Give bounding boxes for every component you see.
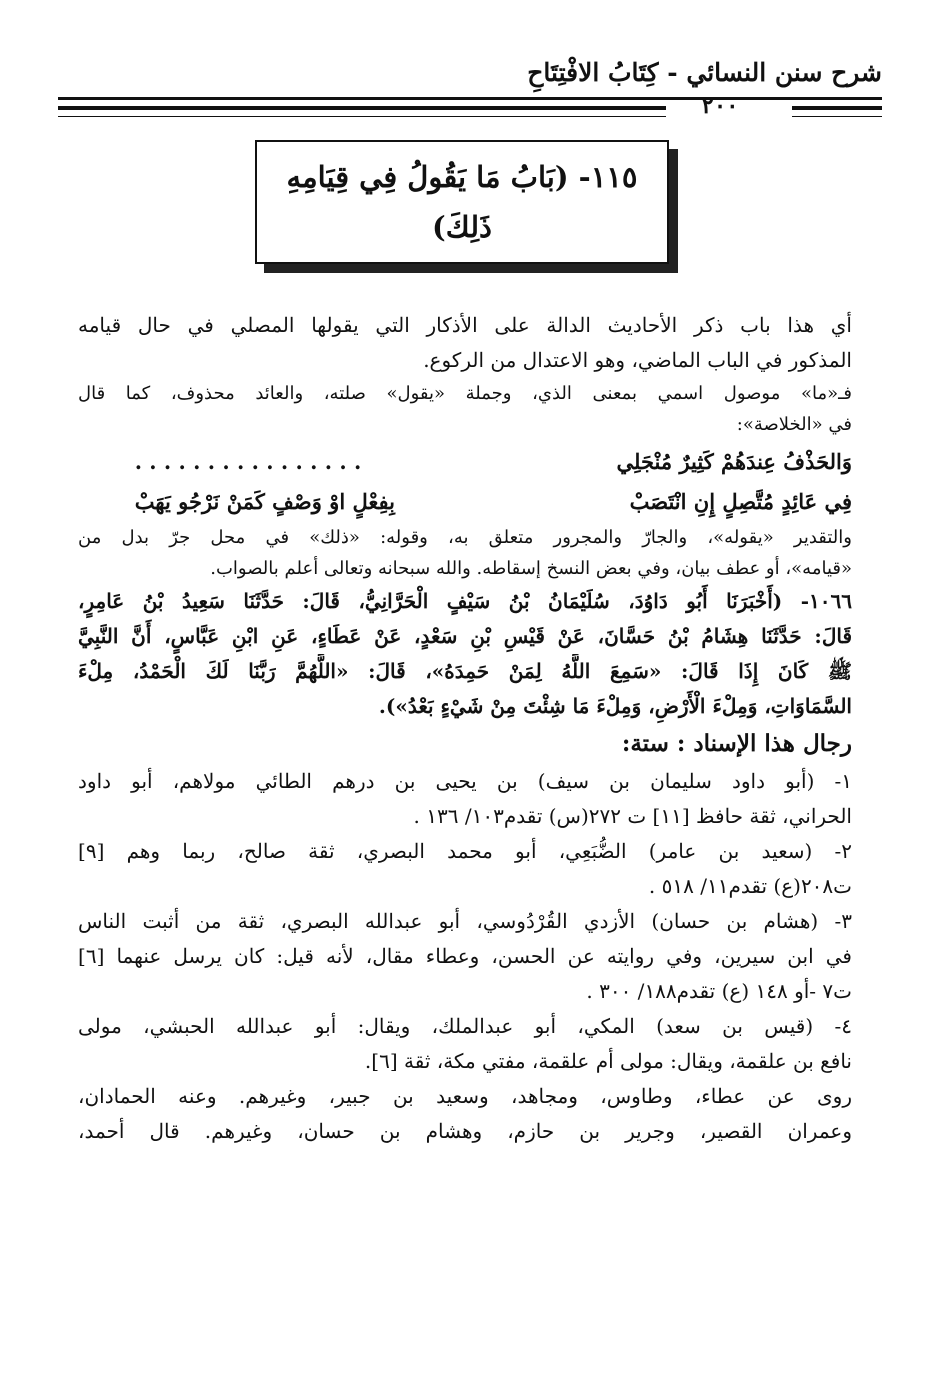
grammar-line: فـ«ما» موصول اسمي بمعنى الذي، وجملة «يقول» صلته، والعائد محذوف، كما قال (78, 383, 852, 404)
poetry-verse (78, 442, 852, 522)
narrator-line: وعمران القصير، وجرير بن حازم، وهشام بن حسان، وغيرهم. قال أحمد، (78, 1119, 852, 1143)
running-header-title: شرح سنن النسائي - كِتَابُ الافْتِتَاحِ (527, 58, 882, 87)
narrator-line: في ابن سيرين، وفي روايته عن الحسن، وعطاء مقال، لأنه قيل: كان يرسل عنهما [٦] (78, 944, 852, 968)
commentary-line: «قيامه»، أو عطف بيان، وفي بعض النسخ إسقاطه. والله سبحانه وتعالى أعلم بالصواب. (210, 558, 852, 579)
header-rule-right-thick (792, 106, 882, 110)
hadith-text (78, 584, 852, 724)
grammar-paragraph (78, 378, 852, 440)
intro-line: أي هذا باب ذكر الأحاديث الدالة على الأذكار التي يقولها المصلي في حال قيامه (78, 313, 852, 337)
grammar-line: في «الخلاصة»: (736, 414, 852, 435)
hadith-line: ﷺ كَانَ إِذَا قَالَ: «سَمِعَ اللَّهُ لِمَنْ حَمِدَهُ»، قَالَ: «اللَّهُمَّ رَبَّنَا لَكَ الْحَمْدُ، مِلْءَ (78, 659, 852, 683)
hadith-line: قَالَ: حَدَّثَنَا هِشَامُ بْنُ حَسَّانَ، عَنْ قَيْسِ بْنِ سَعْدٍ، عَنْ عَطَاءٍ، عَنِ ابْنِ عَبَّاسٍ، أَنَّ النَّبِيَّ (78, 624, 852, 648)
narrator-line: ٤- (قيس بن سعد) المكي، أبو عبدالملك، ويقال: أبو عبدالله الحبشي، مولى (78, 1014, 852, 1038)
verse-line (78, 442, 852, 482)
chapter-heading-line-1: ١١٥- (بَابُ مَا يَقُولُ فِي قِيَامِهِ (286, 160, 638, 194)
header-rule-left-thick (58, 106, 666, 110)
section-heading: رجال هذا الإسناد : ستة: (621, 730, 852, 757)
hadith-line: السَّمَاوَاتِ، وَمِلْءَ الْأَرْضِ، وَمِلْءَ مَا شِئْتَ مِنْ شَيْءٍ بَعْدُ»). (378, 694, 852, 718)
verse-ellipsis: . . . . . . . . . . . . . . . . (134, 449, 362, 474)
chapter-heading-line-2: ذَلِكَ) (432, 210, 492, 244)
verse-hemistich: فِي عَائِدٍ مُتَّصِلٍ إِنِ انْتَصَبْ (629, 489, 852, 514)
narrator-line: ٣- (هشام بن حسان) الأزدي القُرْدُوسي، أبو عبدالله البصري، ثقة من أثبت الناس (78, 909, 852, 933)
verse-line (78, 482, 852, 522)
page-number: ٢٠٠ (701, 92, 739, 119)
verse-hemistich: وَالحَذْفُ عِندَهُمْ كَثِيرٌ مُنْجَلِي (616, 449, 852, 474)
header-rule-right-thin (792, 116, 882, 117)
intro-paragraph (78, 308, 852, 378)
narrator-line: روى عن عطاء، وطاوس، ومجاهد، وسعيد بن جبير، وغيرهم. وعنه الحمادان، (78, 1084, 852, 1108)
narrator-line: ٢- (سعيد بن عامر) الضُّبَعِي، أبو محمد البصري، ثقة صالح، ربما وهم [٩] (78, 839, 852, 863)
hadith-line: ١٠٦٦- (أَخْبَرَنَا أَبُو دَاوُدَ، سُلَيْمَانُ بْنُ سَيْفٍ الْحَرَّانِيُّ، قَالَ: حَدَّثَنَا سَعِيدُ بْنُ عَامِرٍ، (78, 589, 852, 613)
narrator-line: الحراني، ثقة حافظ [١١] ت ٢٧٢(س) تقدم١٠٣/ ١٣٦ . (413, 804, 852, 828)
narrator-line: ت٧ -أو ١٤٨ (ع) تقدم١٨٨/ ٣٠٠ . (586, 979, 852, 1003)
narrator-line: نافع بن علقمة، ويقال: مولى أم علقمة، مفتي مكة، ثقة [٦]. (364, 1049, 852, 1073)
chapter-heading (257, 152, 667, 252)
narrators-list (78, 764, 852, 1149)
page-body (78, 308, 852, 1149)
header-rule-left-thin (58, 116, 666, 117)
narrator-line: ١- (أبو داود سليمان بن سيف) بن يحيى بن درهم الطائي مولاهم، أبو داود (78, 769, 852, 793)
narrator-line: ت٢٠٨(ع) تقدم١١/ ٥١٨ . (648, 874, 852, 898)
chapter-heading-box (255, 140, 669, 264)
verse-hemistich: بِفِعْلٍ اوْ وَصْفٍ كَمَنْ نَرْجُو يَهَبْ (134, 489, 395, 514)
commentary-paragraph (78, 522, 852, 584)
commentary-line: والتقدير «يقوله»، والجارّ والمجرور متعلق به، وقوله: «ذلك» في محل جرّ بدل من (78, 527, 852, 548)
intro-line: المذكور في الباب الماضي، وهو الاعتدال من الركوع. (423, 348, 852, 372)
